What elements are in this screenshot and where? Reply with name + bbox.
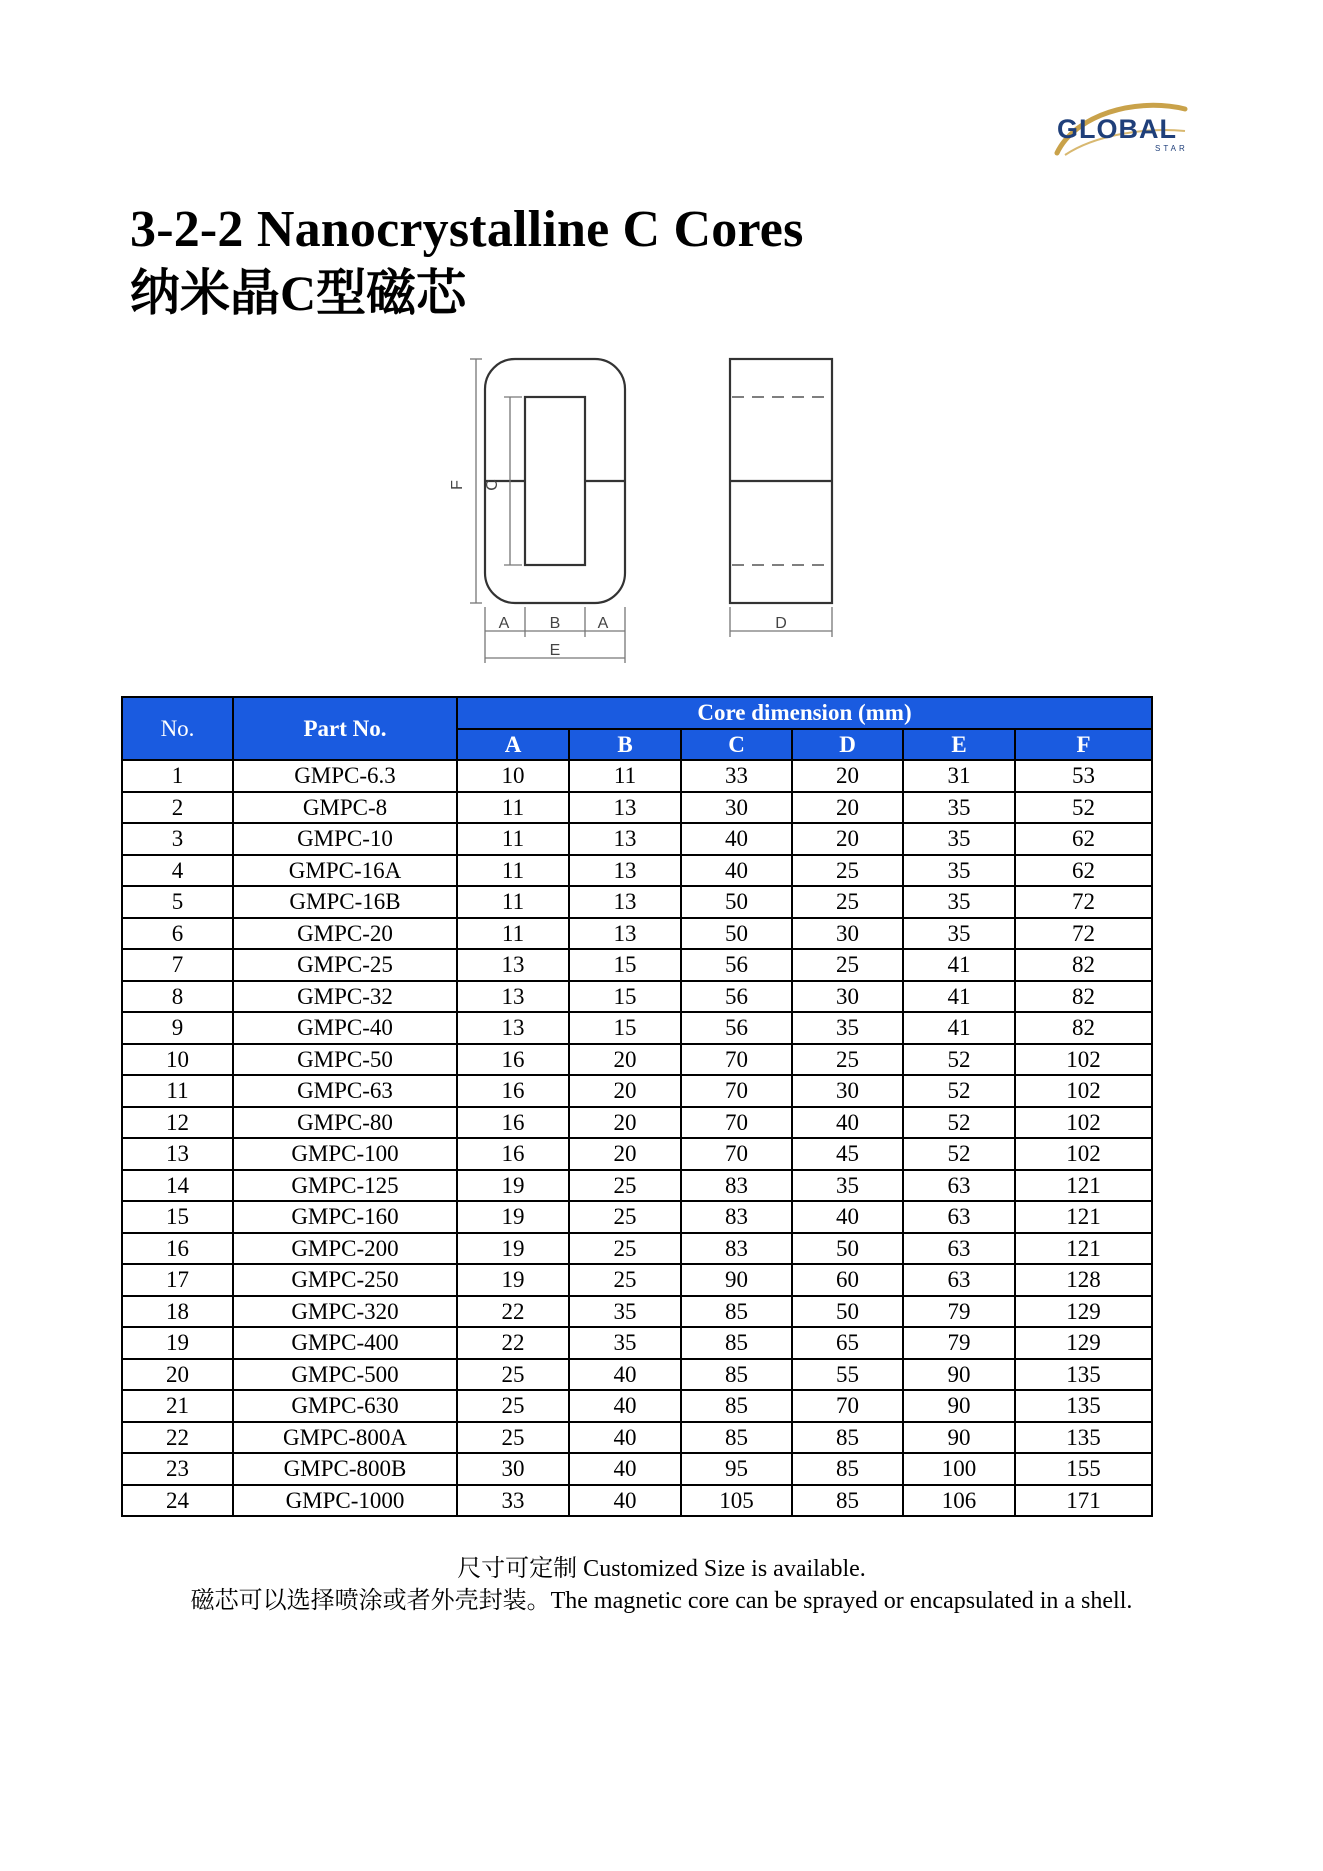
table-cell: 90 — [681, 1264, 792, 1296]
table-cell: 82 — [1015, 1012, 1152, 1044]
table-cell: GMPC-100 — [233, 1138, 457, 1170]
table-cell: 30 — [457, 1453, 569, 1485]
table-cell: 129 — [1015, 1296, 1152, 1328]
table-cell: 121 — [1015, 1170, 1152, 1202]
table-cell: 35 — [903, 886, 1015, 918]
table-cell: 35 — [569, 1327, 681, 1359]
table-cell: 65 — [792, 1327, 903, 1359]
table-cell: 13 — [569, 855, 681, 887]
table-cell: 25 — [569, 1233, 681, 1265]
table-cell: 95 — [681, 1453, 792, 1485]
table-cell: 50 — [681, 918, 792, 950]
table-cell: 56 — [681, 1012, 792, 1044]
table-row — [122, 1422, 1152, 1454]
table-cell: 30 — [681, 792, 792, 824]
table-cell: 155 — [1015, 1453, 1152, 1485]
table-cell: 135 — [1015, 1359, 1152, 1391]
table-cell: 13 — [457, 981, 569, 1013]
page-title-chinese: 纳米晶C型磁芯 — [130, 265, 467, 321]
header-col-d: D — [792, 729, 903, 760]
table-row — [122, 1296, 1152, 1328]
table-cell: 40 — [681, 855, 792, 887]
table-cell: 102 — [1015, 1138, 1152, 1170]
table-cell: 11 — [457, 792, 569, 824]
table-cell: 25 — [792, 855, 903, 887]
table-cell: 128 — [1015, 1264, 1152, 1296]
table-cell: 25 — [457, 1359, 569, 1391]
table-cell: 31 — [903, 760, 1015, 792]
table-cell: 23 — [122, 1453, 233, 1485]
table-cell: 72 — [1015, 918, 1152, 950]
table-cell: GMPC-50 — [233, 1044, 457, 1076]
page-title-english: 3-2-2 Nanocrystalline C Cores — [130, 201, 804, 258]
dim-label-e: E — [549, 642, 561, 659]
table-cell: 11 — [457, 855, 569, 887]
table-cell: 30 — [792, 1075, 903, 1107]
table-cell: 16 — [457, 1044, 569, 1076]
logo-text: GLOBAL — [1057, 114, 1177, 144]
table-cell: 3 — [122, 823, 233, 855]
header-col-f: F — [1015, 729, 1152, 760]
table-cell: 70 — [792, 1390, 903, 1422]
table-cell: 20 — [122, 1359, 233, 1391]
table-cell: 4 — [122, 855, 233, 887]
table-cell: 62 — [1015, 823, 1152, 855]
table-row — [122, 1453, 1152, 1485]
table-row — [122, 1359, 1152, 1391]
table-cell: GMPC-250 — [233, 1264, 457, 1296]
table-cell: 19 — [457, 1201, 569, 1233]
table-cell: 63 — [903, 1233, 1015, 1265]
table-cell: 56 — [681, 981, 792, 1013]
table-cell: 40 — [681, 823, 792, 855]
table-cell: 50 — [792, 1233, 903, 1265]
table-cell: 10 — [122, 1044, 233, 1076]
table-cell: 85 — [792, 1453, 903, 1485]
table-cell: 19 — [457, 1170, 569, 1202]
table-cell: 16 — [457, 1138, 569, 1170]
table-cell: 30 — [792, 918, 903, 950]
table-cell: GMPC-1000 — [233, 1485, 457, 1517]
header-core-dimension: Core dimension (mm) — [457, 697, 1152, 729]
table-row — [122, 1485, 1152, 1517]
table-cell: 16 — [122, 1233, 233, 1265]
table-cell: 25 — [792, 949, 903, 981]
table-cell: 12 — [122, 1107, 233, 1139]
table-cell: 20 — [792, 792, 903, 824]
table-cell: 52 — [1015, 792, 1152, 824]
table-cell: 79 — [903, 1327, 1015, 1359]
table-cell: 14 — [122, 1170, 233, 1202]
dim-label-d: D — [775, 615, 787, 632]
table-cell: 35 — [903, 823, 1015, 855]
logo-subtext: STAR — [1155, 144, 1188, 153]
table-cell: 16 — [457, 1075, 569, 1107]
table-cell: 35 — [792, 1012, 903, 1044]
table-cell: 20 — [569, 1044, 681, 1076]
table-cell: 52 — [903, 1075, 1015, 1107]
header-col-a: A — [457, 729, 569, 760]
table-row — [122, 1201, 1152, 1233]
table-cell: 15 — [569, 981, 681, 1013]
table-row — [122, 1107, 1152, 1139]
table-cell: 7 — [122, 949, 233, 981]
table-cell: 13 — [569, 823, 681, 855]
table-cell: 1 — [122, 760, 233, 792]
table-cell: 19 — [457, 1264, 569, 1296]
table-cell: 13 — [569, 792, 681, 824]
table-cell: 100 — [903, 1453, 1015, 1485]
table-cell: 52 — [903, 1044, 1015, 1076]
table-cell: GMPC-40 — [233, 1012, 457, 1044]
table-row — [122, 855, 1152, 887]
table-cell: 41 — [903, 981, 1015, 1013]
table-cell: GMPC-6.3 — [233, 760, 457, 792]
note-spray-encapsulate: 磁芯可以选择喷涂或者外壳封装。The magnetic core can be sprayed or encapsulated in a shell. — [190, 1588, 1133, 1614]
header-no: No. — [122, 697, 233, 760]
table-row — [122, 1138, 1152, 1170]
table-cell: 11 — [122, 1075, 233, 1107]
table-cell: 13 — [569, 918, 681, 950]
table-cell: GMPC-25 — [233, 949, 457, 981]
table-row — [122, 1390, 1152, 1422]
table-cell: 24 — [122, 1485, 233, 1517]
table-cell: 40 — [569, 1422, 681, 1454]
table-cell: 45 — [792, 1138, 903, 1170]
table-cell: 60 — [792, 1264, 903, 1296]
table-cell: GMPC-125 — [233, 1170, 457, 1202]
table-cell: 33 — [457, 1485, 569, 1517]
table-row — [122, 1044, 1152, 1076]
table-cell: 70 — [681, 1107, 792, 1139]
table-cell: 25 — [569, 1264, 681, 1296]
header-col-c: C — [681, 729, 792, 760]
table-cell: 25 — [569, 1201, 681, 1233]
table-cell: GMPC-800A — [233, 1422, 457, 1454]
table-row — [122, 949, 1152, 981]
table-cell: 19 — [122, 1327, 233, 1359]
table-cell: 83 — [681, 1201, 792, 1233]
table-cell: 19 — [457, 1233, 569, 1265]
table-cell: 85 — [681, 1422, 792, 1454]
table-cell: 11 — [457, 886, 569, 918]
table-cell: 53 — [1015, 760, 1152, 792]
table-cell: 83 — [681, 1233, 792, 1265]
table-cell: GMPC-80 — [233, 1107, 457, 1139]
dim-label-a-left: A — [498, 615, 510, 632]
table-cell: 50 — [792, 1296, 903, 1328]
table-body — [122, 760, 1152, 1516]
table-cell: 22 — [122, 1422, 233, 1454]
table-cell: 35 — [792, 1170, 903, 1202]
table-cell: 35 — [903, 918, 1015, 950]
table-cell: 20 — [792, 823, 903, 855]
table-cell: 41 — [903, 949, 1015, 981]
header-col-e: E — [903, 729, 1015, 760]
table-cell: 20 — [569, 1138, 681, 1170]
table-cell: 63 — [903, 1264, 1015, 1296]
table-cell: 90 — [903, 1390, 1015, 1422]
table-cell: 52 — [903, 1138, 1015, 1170]
table-cell: GMPC-16A — [233, 855, 457, 887]
table-cell: 15 — [569, 949, 681, 981]
table-cell: 25 — [569, 1170, 681, 1202]
table-cell: 25 — [457, 1390, 569, 1422]
table-cell: 129 — [1015, 1327, 1152, 1359]
table-cell: 11 — [569, 760, 681, 792]
table-cell: 85 — [681, 1390, 792, 1422]
table-cell: 121 — [1015, 1233, 1152, 1265]
table-cell: GMPC-8 — [233, 792, 457, 824]
table-cell: GMPC-16B — [233, 886, 457, 918]
table-cell: 79 — [903, 1296, 1015, 1328]
table-cell: 11 — [457, 918, 569, 950]
table-cell: GMPC-32 — [233, 981, 457, 1013]
table-cell: 13 — [457, 949, 569, 981]
table-cell: 85 — [681, 1296, 792, 1328]
table-cell: 21 — [122, 1390, 233, 1422]
table-row — [122, 1075, 1152, 1107]
table-cell: 85 — [792, 1485, 903, 1517]
table-cell: 35 — [569, 1296, 681, 1328]
table-cell: 82 — [1015, 949, 1152, 981]
table-cell: 90 — [903, 1422, 1015, 1454]
table-row — [122, 1012, 1152, 1044]
table-cell: 13 — [457, 1012, 569, 1044]
table-cell: 25 — [457, 1422, 569, 1454]
table-cell: 40 — [569, 1359, 681, 1391]
table-cell: 105 — [681, 1485, 792, 1517]
table-cell: 135 — [1015, 1422, 1152, 1454]
table-cell: 102 — [1015, 1075, 1152, 1107]
table-cell: 90 — [903, 1359, 1015, 1391]
core-dimension-table — [121, 696, 1153, 1517]
table-cell: 16 — [457, 1107, 569, 1139]
table-cell: 70 — [681, 1138, 792, 1170]
header-col-b: B — [569, 729, 681, 760]
table-row — [122, 792, 1152, 824]
table-cell: 171 — [1015, 1485, 1152, 1517]
table-cell: 55 — [792, 1359, 903, 1391]
table-cell: GMPC-500 — [233, 1359, 457, 1391]
dim-label-a-right: A — [597, 615, 609, 632]
table-cell: GMPC-320 — [233, 1296, 457, 1328]
global-star-logo — [1045, 95, 1205, 165]
table-cell: 40 — [569, 1485, 681, 1517]
table-cell: 72 — [1015, 886, 1152, 918]
table-cell: 106 — [903, 1485, 1015, 1517]
table-cell: 62 — [1015, 855, 1152, 887]
table-cell: GMPC-20 — [233, 918, 457, 950]
table-cell: 25 — [792, 1044, 903, 1076]
header-part-no: Part No. — [233, 697, 457, 760]
table-cell: 70 — [681, 1044, 792, 1076]
table-cell: 70 — [681, 1075, 792, 1107]
table-row — [122, 760, 1152, 792]
table-cell: 20 — [792, 760, 903, 792]
table-cell: 9 — [122, 1012, 233, 1044]
table-cell: 20 — [569, 1107, 681, 1139]
table-cell: 5 — [122, 886, 233, 918]
table-cell: 40 — [792, 1107, 903, 1139]
table-cell: 8 — [122, 981, 233, 1013]
table-cell: 11 — [457, 823, 569, 855]
table-cell: 30 — [792, 981, 903, 1013]
dim-label-c: C — [484, 479, 501, 491]
table-cell: 40 — [569, 1453, 681, 1485]
table-row — [122, 823, 1152, 855]
table-cell: 63 — [903, 1201, 1015, 1233]
table-cell: GMPC-400 — [233, 1327, 457, 1359]
table-cell: 50 — [681, 886, 792, 918]
table-row — [122, 1233, 1152, 1265]
table-cell: 102 — [1015, 1107, 1152, 1139]
table-cell: 13 — [569, 886, 681, 918]
table-cell: GMPC-160 — [233, 1201, 457, 1233]
note-customized-size: 尺寸可定制 Customized Size is available. — [457, 1556, 866, 1582]
table-cell: 15 — [122, 1201, 233, 1233]
table-cell: GMPC-800B — [233, 1453, 457, 1485]
table-cell: 135 — [1015, 1390, 1152, 1422]
table-cell: 2 — [122, 792, 233, 824]
table-cell: GMPC-200 — [233, 1233, 457, 1265]
table-cell: 22 — [457, 1296, 569, 1328]
table-cell: 121 — [1015, 1201, 1152, 1233]
table-cell: 35 — [903, 792, 1015, 824]
table-cell: 18 — [122, 1296, 233, 1328]
table-cell: 10 — [457, 760, 569, 792]
table-cell: 22 — [457, 1327, 569, 1359]
table-cell: 33 — [681, 760, 792, 792]
table-cell: 41 — [903, 1012, 1015, 1044]
table-cell: 56 — [681, 949, 792, 981]
table-cell: 85 — [792, 1422, 903, 1454]
table-row — [122, 1170, 1152, 1202]
table-cell: 85 — [681, 1327, 792, 1359]
table-cell: 40 — [792, 1201, 903, 1233]
table-cell: 83 — [681, 1170, 792, 1202]
table-cell: 25 — [792, 886, 903, 918]
table-row — [122, 1264, 1152, 1296]
table-cell: GMPC-630 — [233, 1390, 457, 1422]
table-cell: 35 — [903, 855, 1015, 887]
table-row — [122, 886, 1152, 918]
table-row — [122, 1327, 1152, 1359]
table-row — [122, 981, 1152, 1013]
dim-label-f: F — [449, 480, 466, 490]
table-cell: GMPC-63 — [233, 1075, 457, 1107]
table-cell: GMPC-10 — [233, 823, 457, 855]
table-cell: 15 — [569, 1012, 681, 1044]
table-cell: 40 — [569, 1390, 681, 1422]
table-cell: 13 — [122, 1138, 233, 1170]
table-cell: 6 — [122, 918, 233, 950]
c-core-diagram — [400, 345, 860, 685]
table-cell: 52 — [903, 1107, 1015, 1139]
table-cell: 17 — [122, 1264, 233, 1296]
table-row — [122, 918, 1152, 950]
table-cell: 63 — [903, 1170, 1015, 1202]
table-cell: 82 — [1015, 981, 1152, 1013]
dim-label-b: B — [549, 615, 561, 632]
table-cell: 20 — [569, 1075, 681, 1107]
table-cell: 102 — [1015, 1044, 1152, 1076]
table-cell: 85 — [681, 1359, 792, 1391]
